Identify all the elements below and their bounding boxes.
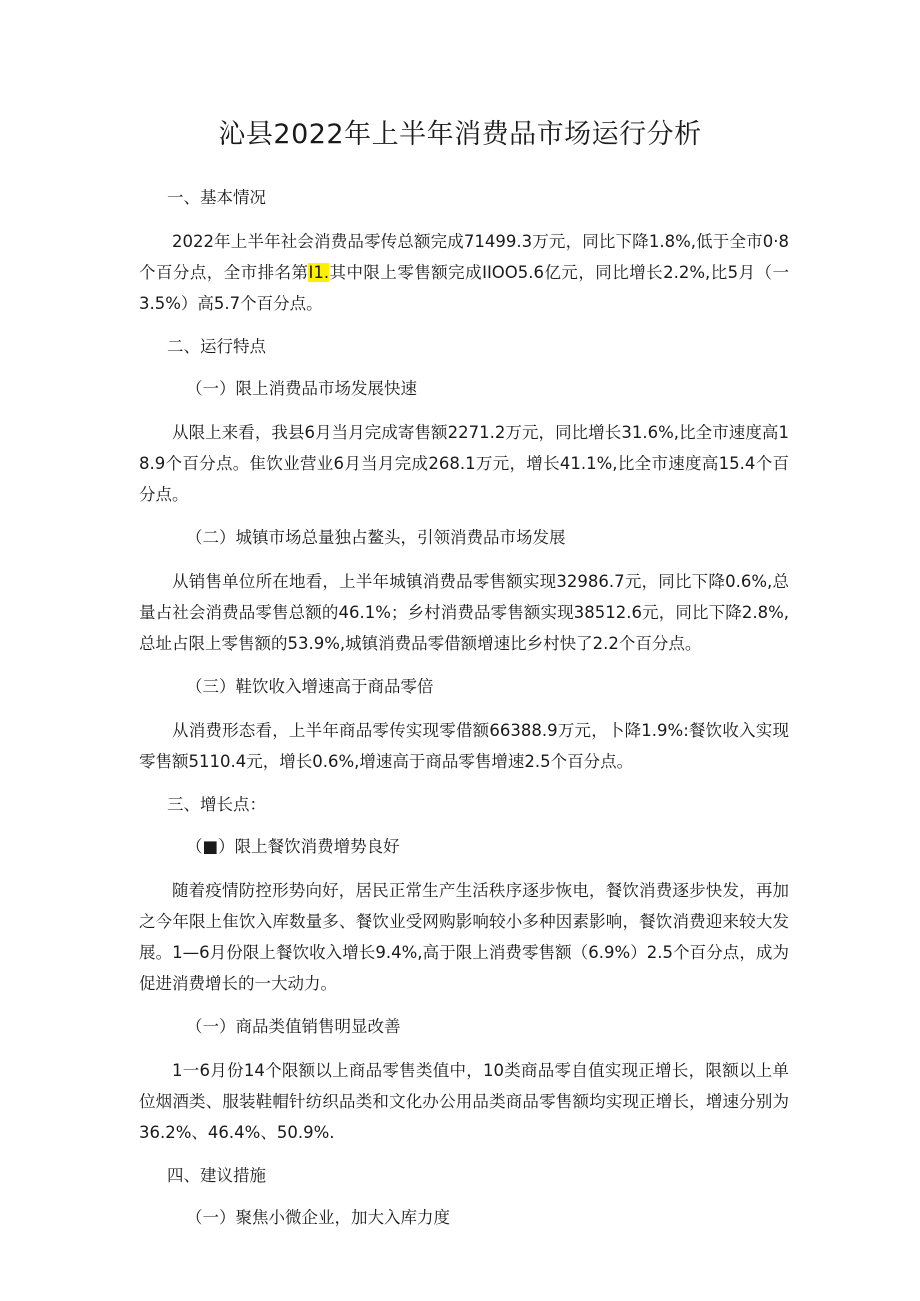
section-heading-growth: 三、增长点： [167, 795, 266, 814]
paragraph-text: 其中限上零售额完成IIOO5.6亿元，同比增长2.2%,比5月（一3.5%）高5.7个百分点。 [139, 263, 790, 313]
subheading-commodity-sales: （一）商品类值销售明显改善 [186, 1017, 401, 1036]
subheading-urban-market: （二）城镇市场总量独占鳌头，引领消费品市场发展 [186, 528, 566, 547]
paragraph-commodity-sales: 1一6月份14个限额以上商品零售类值中，10类商品零自值实现正增长，限额以上单位烟酒类、服装鞋帽针纺织品类和文化办公用品类商品零售额均实现正增长，增速分别为36.2%、46.4%、50.9%. [139, 1061, 789, 1142]
paragraph-urban-market: 从销售单位所在地看，上半年城镇消费品零售额实现32986.7元，同比下降0.6%,总量占社会消费品零售总额的46.1%；乡村消费品零售额实现38512.6元，同比下降2.8%,总址占限上零售额的53.9%,城镇消费品零借额增速比乡村快了2.2个百分点。 [139, 572, 789, 653]
paragraph-limited-market: 从限上来看，我县6月当月完成寄售额2271.2万元，同比增长31.6%,比全市速度高18.9个百分点。隹饮业营业6月当月完成268.1万元，增长41.1%,比全市速度高15.4个百分点。 [139, 423, 789, 504]
subheading-small-enterprises: （一）聚焦小微企业，加大入库力度 [186, 1208, 450, 1227]
subheading-catering-income: （三）鞋饮收入增速高于商品零倍 [186, 677, 434, 696]
paragraph-catering-growth: 随着疫情防控形势向好，居民正常生产生活秩序逐步恢电，餐饮消费逐步快发，再加之今年限上隹饮入库数量多、餐饮业受网购影响较小多种因素影响，餐饮消费迎来较大发展。1—6月份限上餐饮收入增长9.4%,高于限上消费零售额（6.9%）2.5个百分点，成为促进消费增长的一大动力。 [139, 881, 789, 993]
document-body [139, 184, 789, 1246]
paragraph-text: 2022年上半年社会消费品零传总额完成71499.3万元，同比下降1.8%,低于全市0·8个百分点，全市排名第 [139, 232, 789, 282]
section-heading-basic: 一、基本情况 [167, 188, 266, 207]
section-heading-features: 二、运行特点 [167, 337, 266, 356]
subheading-limited-market: （一）限上消费品市场发展快速 [186, 379, 417, 398]
highlighted-rank: I1. [308, 263, 330, 282]
subheading-catering-growth: （■）限上餐饮消费增势良好 [186, 837, 400, 856]
paragraph-basic-situation [139, 226, 789, 319]
document-title: 沁县2022年上半年消费品市场运行分析 [218, 119, 702, 150]
paragraph-catering-income: 从消费形态看，上半年商品零传实现零借额66388.9万元，卜降1.9%:餐饮收入实现零售额5110.4元，增长0.6%,增速高于商品零售增速2.5个百分点。 [139, 721, 789, 771]
section-heading-suggestions: 四、建议措施 [167, 1166, 266, 1185]
